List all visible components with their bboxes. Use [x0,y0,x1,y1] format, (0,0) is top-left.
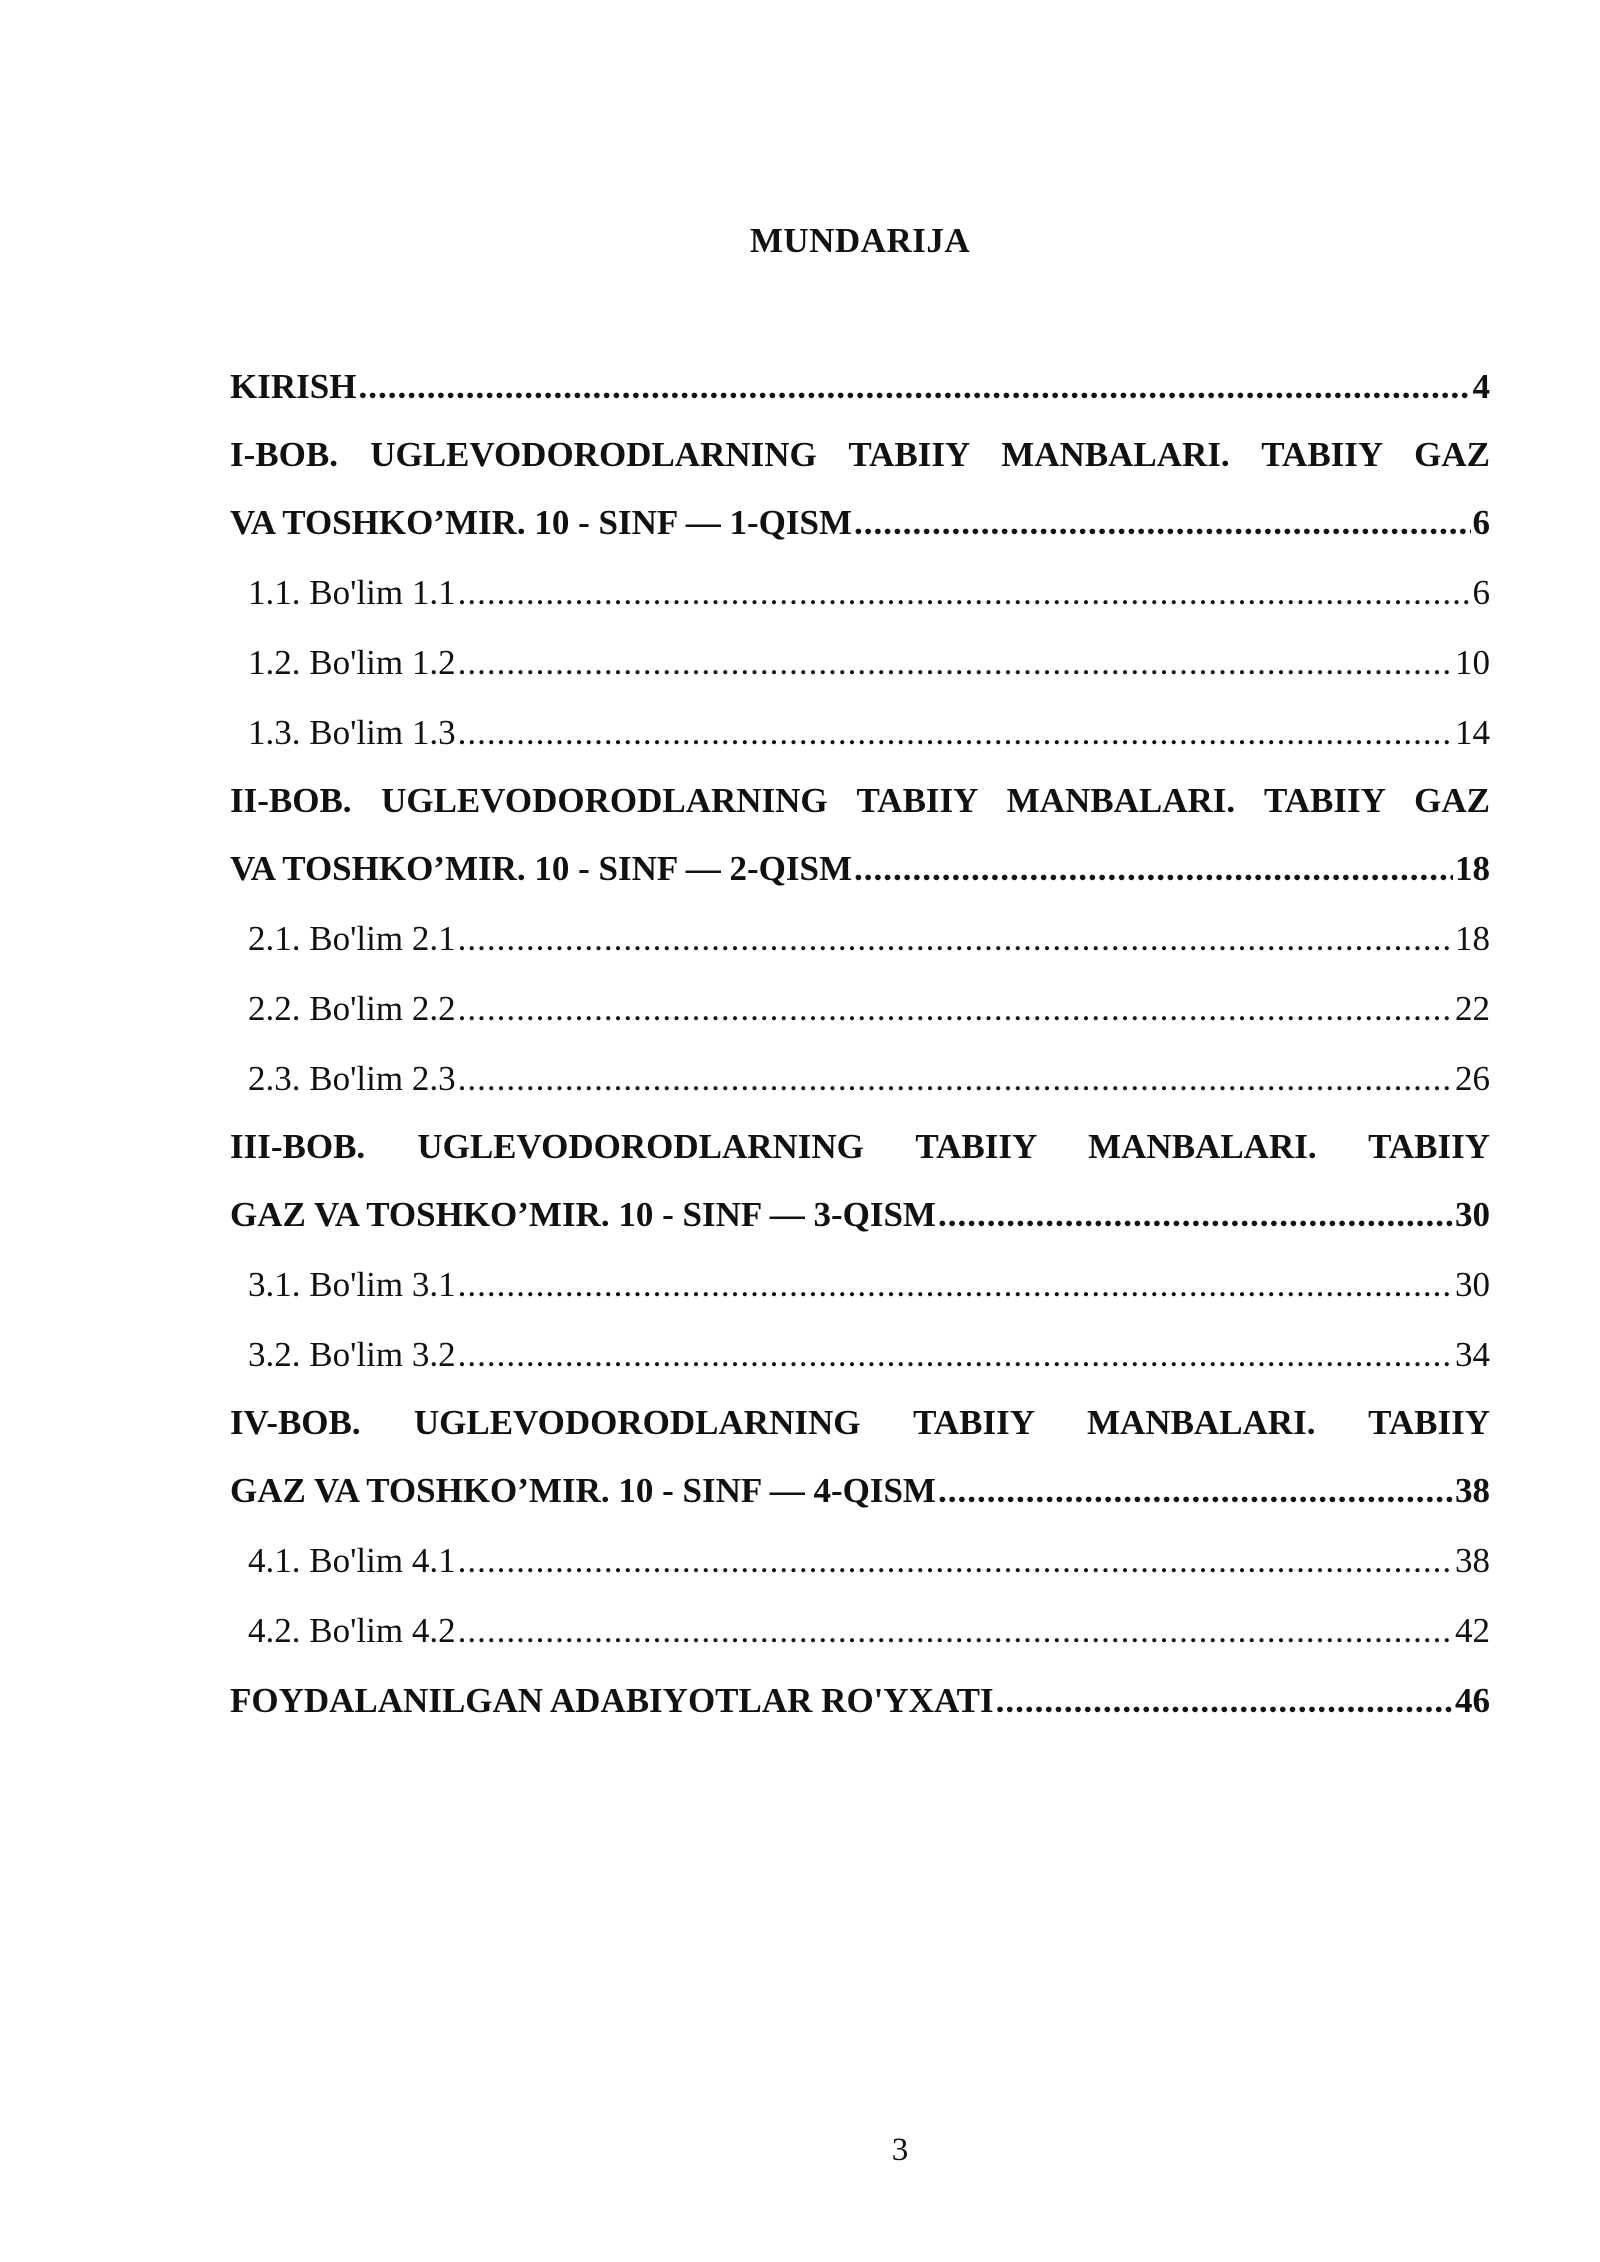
toc-entry-label: FOYDALANILGAN ADABIYOTLAR RO'YXATI [230,1681,994,1720]
toc-entry-label: KIRISH [230,367,357,406]
toc-entry-label: 4.1. Bo'lim 4.1 [248,1541,456,1580]
toc-entry-chapter-1[interactable] [230,422,1490,558]
toc-entry-section-4-1[interactable] [230,1526,1490,1596]
dot-leader [854,834,1453,904]
dot-leader [458,1044,1453,1114]
toc-entry-chapter-4[interactable] [230,1390,1490,1526]
toc-entry-section-3-2[interactable] [230,1320,1490,1390]
toc-chapter-title-line2: GAZ VA TOSHKO’MIR. 10 - SINF — 3-QISM [230,1195,936,1234]
dot-leader [458,1320,1453,1390]
dot-leader [458,628,1453,698]
toc-page-number: 6 [1472,573,1490,612]
dot-leader [938,1180,1453,1250]
toc-page-number: 38 [1455,1541,1490,1580]
toc-entry-label: 3.2. Bo'lim 3.2 [248,1335,456,1374]
toc-entry-label: 1.2. Bo'lim 1.2 [248,643,456,682]
toc-entry-label: 2.1. Bo'lim 2.1 [248,919,456,958]
toc-entry-section-2-1[interactable] [230,904,1490,974]
page-title: MUNDARIJA [749,221,971,260]
toc-entry-references[interactable] [230,1666,1490,1736]
toc-page-number: 4 [1472,367,1490,406]
toc-chapter-title-line1: IV-BOB. UGLEVODORODLARNING TABIIY MANBALARI. TABIIY [230,1403,1490,1442]
dot-leader [458,1596,1453,1666]
toc-page-number: 26 [1455,1059,1490,1098]
dot-leader [458,974,1453,1044]
page-number: 3 [891,2132,909,2168]
dot-leader [458,558,1471,628]
toc-page-number: 30 [1455,1265,1490,1304]
toc-chapter-title-line1: I-BOB. UGLEVODORODLARNING TABIIY MANBALARI. TABIIY GAZ [230,435,1490,474]
toc-entry-label: 2.2. Bo'lim 2.2 [248,989,456,1028]
toc-entry-label: 3.1. Bo'lim 3.1 [248,1265,456,1304]
toc-page-number: 22 [1455,989,1490,1028]
toc-page-number: 42 [1455,1611,1490,1650]
dot-leader [358,352,1470,422]
toc-chapter-title-line1: II-BOB. UGLEVODORODLARNING TABIIY MANBALARI. TABIIY GAZ [230,781,1490,820]
toc-entry-label: 1.1. Bo'lim 1.1 [248,573,456,612]
toc-entry-section-1-2[interactable] [230,628,1490,698]
dot-leader [938,1456,1453,1526]
dot-leader [458,1250,1453,1320]
toc-page-number: 34 [1455,1335,1490,1374]
toc-entry-label: 4.2. Bo'lim 4.2 [248,1611,456,1650]
toc-page-number: 30 [1455,1195,1490,1234]
toc-entry-section-3-1[interactable] [230,1250,1490,1320]
toc-entry-chapter-2[interactable] [230,768,1490,904]
toc-entry-section-2-3[interactable] [230,1044,1490,1114]
toc-page-number: 14 [1455,713,1490,752]
toc-entry-section-2-2[interactable] [230,974,1490,1044]
dot-leader [458,904,1453,974]
toc-chapter-title-line2: VA TOSHKO’MIR. 10 - SINF — 2-QISM [230,849,852,888]
dot-leader [458,698,1453,768]
dot-leader [854,488,1471,558]
dot-leader [996,1666,1453,1736]
table-of-contents [230,352,1490,1736]
toc-chapter-title-line2: GAZ VA TOSHKO’MIR. 10 - SINF — 4-QISM [230,1471,936,1510]
toc-chapter-title-line1: III-BOB. UGLEVODORODLARNING TABIIY MANBALARI. TABIIY [230,1127,1490,1166]
toc-chapter-title-line2: VA TOSHKO’MIR. 10 - SINF — 1-QISM [230,503,852,542]
toc-page-number: 10 [1455,643,1490,682]
toc-entry-label: 1.3. Bo'lim 1.3 [248,713,456,752]
toc-entry-label: 2.3. Bo'lim 2.3 [248,1059,456,1098]
toc-page-number: 38 [1455,1471,1490,1510]
toc-entry-section-1-1[interactable] [230,558,1490,628]
toc-page-number: 18 [1455,849,1490,888]
toc-entry-intro[interactable] [230,352,1490,422]
toc-entry-chapter-3[interactable] [230,1114,1490,1250]
dot-leader [458,1526,1453,1596]
toc-page-number: 18 [1455,919,1490,958]
toc-entry-section-4-2[interactable] [230,1596,1490,1666]
toc-entry-section-1-3[interactable] [230,698,1490,768]
toc-page-number: 46 [1455,1681,1490,1720]
toc-page-number: 6 [1472,503,1490,542]
